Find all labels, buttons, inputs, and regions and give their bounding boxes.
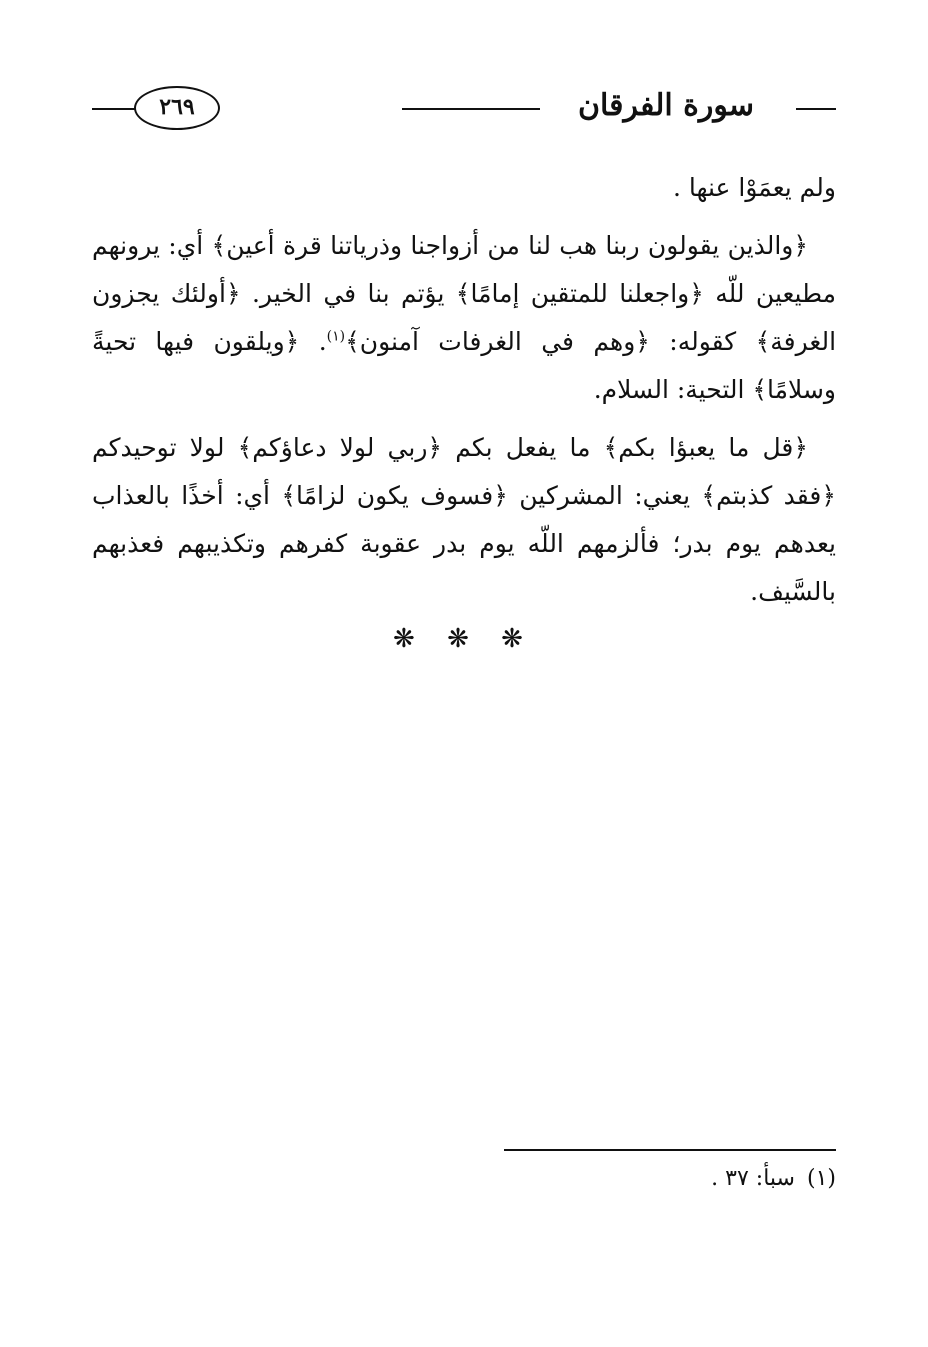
page-header [92, 82, 836, 132]
surah-title: سورة الفرقان [577, 88, 754, 123]
header-rule-middle [402, 108, 540, 110]
header-rule-right [796, 108, 836, 110]
page-number: ٢٦٩ [134, 86, 220, 130]
section-separator: ❋ ❋ ❋ [393, 624, 535, 654]
paragraph-text: ولم يعمَوْا عنها . [672, 173, 836, 202]
paragraph [92, 424, 836, 616]
paragraph-text-tail: . ﴿ويلقون فيها تحيةً وسلامًا﴾ التحية: السلام. [92, 327, 836, 404]
footnote-reference: (١) [326, 328, 346, 345]
footnote-text: سبأ: ٣٧ . [711, 1166, 795, 1191]
footnote [92, 1162, 836, 1196]
main-text [92, 164, 836, 626]
paragraph-text: ﴿والذين يقولون ربنا هب لنا من أزواجنا وذرياتنا قرة أعين﴾ أي: يرونهم مطيعين للّه ﴿واجعلنا للمتقين إمامًا﴾ يؤتم بنا في الخير. ﴿أولئك يجزون الغرفة﴾ كقوله: ﴿وهم في الغرفات آمنون﴾ [92, 231, 837, 356]
footnote-number: (١) [806, 1166, 836, 1191]
paragraph [92, 164, 836, 212]
paragraph-text: ﴿قل ما يعبؤا بكم﴾ ما يفعل بكم ﴿ربي لولا دعاؤكم﴾ لولا توحيدكم ﴿فقد كذبتم﴾ يعني: المشركين ﴿فسوف يكون لزامًا﴾ أي: أخذًا بالعذاب يعدهم يوم بدر؛ فألزمهم اللّه يوم بدر عقوبة كفرهم وتكذيبهم فعذبهم بالسَّيف. [92, 433, 836, 606]
paragraph [92, 222, 836, 414]
footnote-divider [504, 1149, 836, 1151]
header-rule-left [92, 108, 136, 110]
